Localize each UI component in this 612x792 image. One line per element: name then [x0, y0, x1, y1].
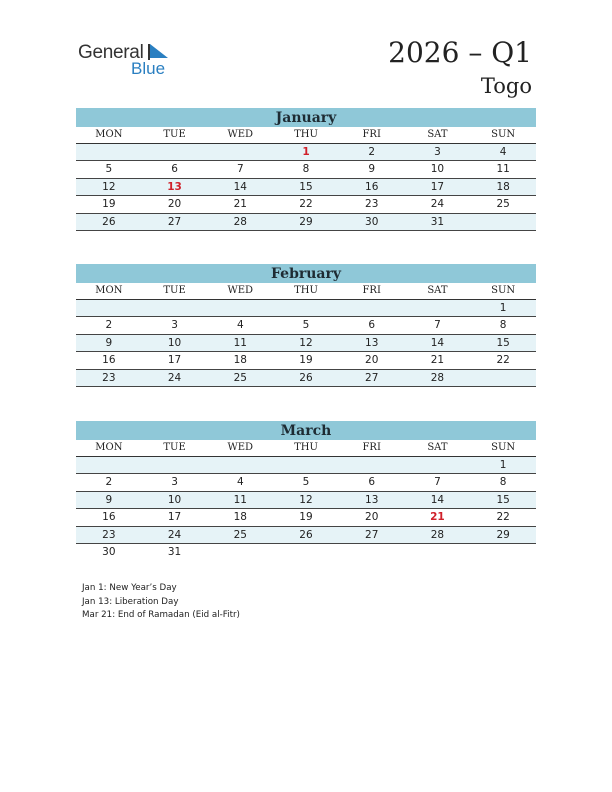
day-cell — [405, 300, 471, 317]
day-cell — [142, 457, 208, 474]
day-cell: 7 — [405, 474, 471, 491]
month-grid — [76, 127, 536, 231]
day-cell: 20 — [339, 509, 405, 526]
day-cell — [273, 544, 339, 560]
day-cell: 31 — [405, 214, 471, 231]
day-cell: 11 — [207, 335, 273, 352]
day-cell — [207, 144, 273, 161]
holiday-note: Mar 21: End of Ramadan (Eid al-Fitr) — [82, 610, 240, 620]
month-january — [76, 108, 536, 231]
weekday-header: SUN — [470, 283, 536, 300]
day-cell: 18 — [207, 509, 273, 526]
day-cell: 19 — [273, 509, 339, 526]
day-cell — [207, 457, 273, 474]
day-cell: 12 — [273, 335, 339, 352]
day-cell: 28 — [207, 214, 273, 231]
day-cell — [470, 370, 536, 387]
day-cell: 27 — [339, 527, 405, 544]
day-cell: 22 — [470, 352, 536, 369]
day-cell — [207, 300, 273, 317]
day-cell: 3 — [142, 474, 208, 491]
day-cell: 27 — [142, 214, 208, 231]
month-header: January — [76, 108, 536, 127]
day-cell: 23 — [76, 527, 142, 544]
day-cell: 26 — [273, 527, 339, 544]
weekday-header: FRI — [339, 440, 405, 457]
day-cell: 24 — [142, 370, 208, 387]
day-cell: 11 — [470, 161, 536, 178]
logo-flag-icon — [148, 44, 168, 60]
day-cell: 31 — [167, 545, 182, 558]
month-grid — [76, 283, 536, 387]
day-cell: 17 — [142, 352, 208, 369]
day-cell: 13 — [339, 335, 405, 352]
day-cell: 28 — [405, 527, 471, 544]
day-cell: 27 — [339, 370, 405, 387]
day-cell: 21 — [405, 352, 471, 369]
day-cell: 15 — [470, 335, 536, 352]
day-cell — [273, 457, 339, 474]
day-cell: 20 — [339, 352, 405, 369]
weekday-header: THU — [273, 127, 339, 144]
day-cell: 7 — [405, 317, 471, 334]
weekday-header: SUN — [470, 440, 536, 457]
day-cell: 14 — [405, 335, 471, 352]
day-cell: 17 — [405, 179, 471, 196]
day-cell — [339, 544, 405, 560]
day-cell: 10 — [405, 161, 471, 178]
day-cell: 15 — [273, 179, 339, 196]
day-cell: 28 — [405, 370, 471, 387]
holiday-note: Jan 1: New Year’s Day — [82, 583, 177, 593]
day-cell: 30 — [339, 214, 405, 231]
month-grid — [76, 440, 536, 560]
day-cell: 2 — [76, 317, 142, 334]
day-cell: 13 — [339, 492, 405, 509]
weekday-header: SUN — [470, 127, 536, 144]
weekday-header: MON — [76, 127, 142, 144]
day-cell: 2 — [339, 144, 405, 161]
holiday-notes — [82, 582, 240, 623]
weekday-header: THU — [273, 283, 339, 300]
day-cell: 21 — [207, 196, 273, 213]
day-cell: 22 — [470, 509, 536, 526]
day-cell: 9 — [76, 335, 142, 352]
day-cell — [273, 300, 339, 317]
weekday-header: TUE — [142, 127, 208, 144]
logo — [78, 40, 188, 80]
weekday-header: SAT — [405, 283, 471, 300]
day-cell — [470, 544, 536, 560]
day-cell: 21 — [405, 509, 471, 526]
day-cell: 25 — [470, 196, 536, 213]
day-cell: 1 — [470, 457, 536, 474]
month-february — [76, 264, 536, 387]
day-cell: 6 — [339, 317, 405, 334]
day-cell: 18 — [207, 352, 273, 369]
day-cell: 6 — [339, 474, 405, 491]
day-cell: 9 — [339, 161, 405, 178]
day-cell: 4 — [207, 317, 273, 334]
day-cell: 30 — [102, 545, 116, 558]
day-cell: 29 — [273, 214, 339, 231]
month-header: March — [76, 421, 536, 440]
day-cell — [339, 300, 405, 317]
day-cell: 26 — [273, 370, 339, 387]
day-cell — [76, 457, 142, 474]
day-cell — [207, 544, 273, 560]
day-cell: 10 — [142, 335, 208, 352]
day-cell: 16 — [76, 352, 142, 369]
day-cell: 12 — [76, 179, 142, 196]
day-cell: 5 — [273, 474, 339, 491]
day-cell: 25 — [207, 370, 273, 387]
day-cell: 3 — [142, 317, 208, 334]
weekday-header: SAT — [405, 440, 471, 457]
day-cell — [142, 144, 208, 161]
weekday-header: MON — [76, 283, 142, 300]
day-cell: 5 — [273, 317, 339, 334]
weekday-header: WED — [207, 283, 273, 300]
day-cell: 11 — [207, 492, 273, 509]
day-cell: 1 — [273, 144, 339, 161]
day-cell: 22 — [273, 196, 339, 213]
day-cell: 29 — [470, 527, 536, 544]
day-cell: 16 — [339, 179, 405, 196]
day-cell: 2 — [76, 474, 142, 491]
weekday-header: THU — [273, 440, 339, 457]
page-title: 2026 – Q1 — [388, 36, 532, 69]
day-cell: 16 — [76, 509, 142, 526]
day-cell: 10 — [142, 492, 208, 509]
weekday-header: SAT — [405, 127, 471, 144]
logo-general-text: General — [78, 42, 144, 63]
day-cell: 4 — [207, 474, 273, 491]
day-cell: 8 — [273, 161, 339, 178]
day-cell: 1 — [470, 300, 536, 317]
day-cell: 19 — [76, 196, 142, 213]
month-march — [76, 421, 536, 560]
day-cell — [339, 457, 405, 474]
day-cell: 17 — [142, 509, 208, 526]
weekday-header: TUE — [142, 283, 208, 300]
day-cell: 24 — [405, 196, 471, 213]
day-cell — [76, 300, 142, 317]
day-cell: 7 — [207, 161, 273, 178]
day-cell: 8 — [470, 474, 536, 491]
day-cell — [405, 457, 471, 474]
weekday-header: FRI — [339, 127, 405, 144]
day-cell: 5 — [76, 161, 142, 178]
day-cell: 25 — [207, 527, 273, 544]
day-cell: 18 — [470, 179, 536, 196]
month-header: February — [76, 264, 536, 283]
day-cell: 3 — [405, 144, 471, 161]
day-cell: 9 — [76, 492, 142, 509]
day-cell — [76, 144, 142, 161]
day-cell: 23 — [339, 196, 405, 213]
weekday-header: WED — [207, 440, 273, 457]
holiday-note: Jan 13: Liberation Day — [82, 596, 179, 607]
day-cell: 12 — [273, 492, 339, 509]
day-cell: 19 — [273, 352, 339, 369]
day-cell: 6 — [142, 161, 208, 178]
weekday-header: WED — [207, 127, 273, 144]
weekday-header: MON — [76, 440, 142, 457]
day-cell: 15 — [470, 492, 536, 509]
day-cell: 23 — [76, 370, 142, 387]
day-cell: 13 — [142, 179, 208, 196]
day-cell: 8 — [470, 317, 536, 334]
day-cell — [142, 300, 208, 317]
day-cell: 14 — [405, 492, 471, 509]
logo-blue-text: Blue — [131, 59, 166, 78]
day-cell: 24 — [142, 527, 208, 544]
day-cell — [470, 214, 536, 231]
weekday-header: TUE — [142, 440, 208, 457]
day-cell — [405, 544, 471, 560]
day-cell: 14 — [207, 179, 273, 196]
weekday-header: FRI — [339, 283, 405, 300]
day-cell: 26 — [76, 214, 142, 231]
day-cell: 20 — [142, 196, 208, 213]
country-name: Togo — [480, 74, 532, 98]
day-cell: 4 — [470, 144, 536, 161]
